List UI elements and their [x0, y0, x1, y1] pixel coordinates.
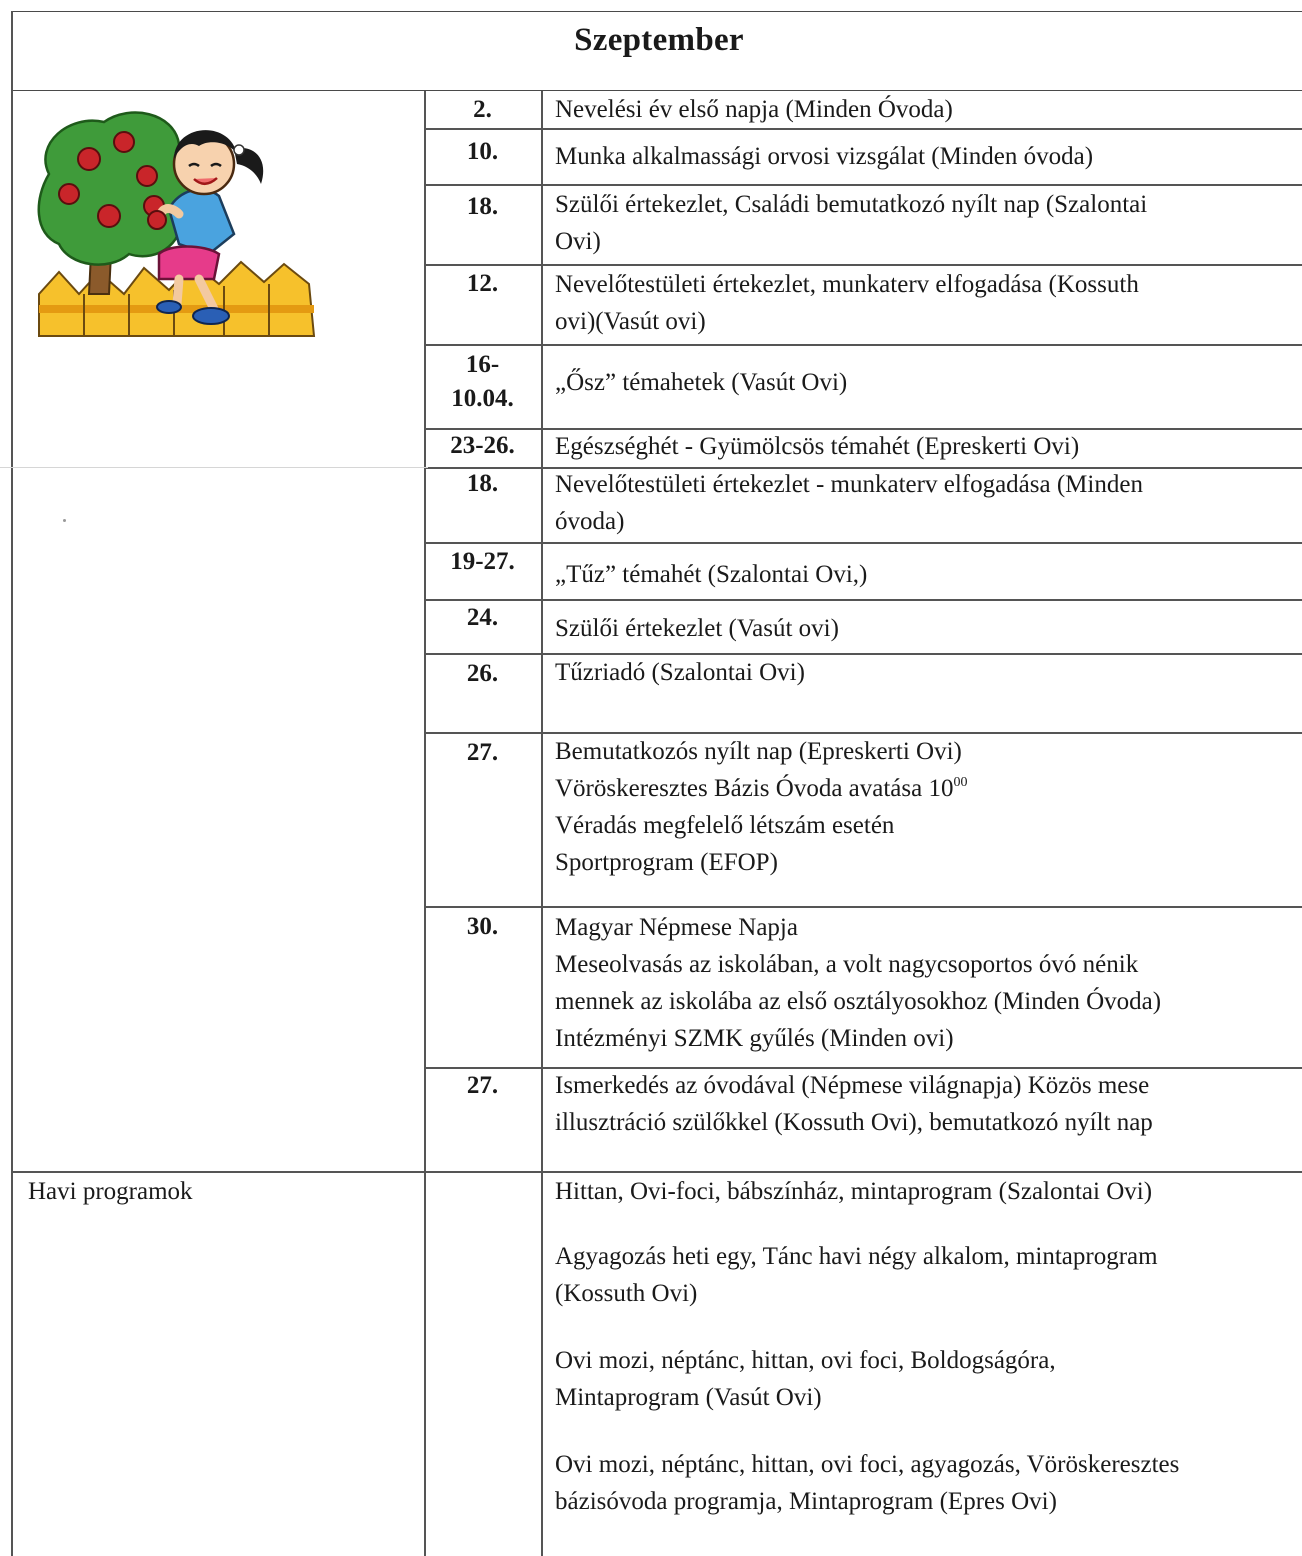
program-line: Hittan, Ovi-foci, bábszínház, mintaprogram (Szalontai Ovi) — [555, 1178, 1153, 1205]
event-date: 10. — [466, 138, 499, 165]
event-line: Magyar Népmese Napja — [555, 914, 798, 941]
event-date: 18. — [466, 193, 499, 220]
calendar-page — [11, 11, 1302, 1556]
event-description — [555, 654, 1300, 691]
event-line: Munka alkalmassági orvosi vizsgálat (Minden óvoda) — [555, 143, 1094, 170]
event-line: Egészséghét - Gyümölcsös témahét (Epreskerti Ovi) — [555, 433, 1080, 460]
event-description — [555, 138, 1300, 175]
speck — [63, 519, 66, 522]
row-divider — [424, 599, 1302, 601]
event-description — [555, 428, 1300, 465]
event-line: ovi)(Vasút ovi) — [555, 308, 706, 335]
monthly-programs-list — [555, 1173, 1300, 1520]
program-line: (Kossuth Ovi) — [555, 1280, 698, 1307]
event-date: 19-27. — [450, 548, 515, 575]
event-description — [555, 364, 1300, 401]
event-date-line: 10.04. — [451, 385, 514, 412]
event-description — [555, 733, 1300, 881]
event-date: 18. — [466, 470, 499, 497]
event-date: 27. — [466, 739, 499, 766]
event-date: 26. — [466, 660, 499, 687]
event-line: Szülői értekezlet (Vasút ovi) — [555, 615, 839, 642]
table-border-left — [11, 11, 13, 1556]
program-line: Agyagozás heti egy, Tánc havi négy alkalom, mintaprogram — [555, 1243, 1158, 1270]
event-date: 2. — [473, 96, 492, 123]
event-line: Nevelőtestületi értekezlet - munkaterv elfogadása (Minden — [555, 471, 1143, 498]
event-line: Szülői értekezlet, Családi bemutatkozó nyílt nap (Szalontai — [555, 191, 1148, 218]
event-line — [555, 770, 1300, 807]
event-date: 24. — [466, 604, 499, 631]
event-line: Nevelőtestületi értekezlet, munkaterv elfogadása (Kossuth — [555, 271, 1139, 298]
program-line: Ovi mozi, néptánc, hittan, ovi foci, Boldogságóra, — [555, 1347, 1056, 1374]
event-line: Nevelési év első napja (Minden Óvoda) — [555, 96, 953, 123]
event-line: mennek az iskolába az első osztályosokhoz (Minden Óvoda) — [555, 988, 1162, 1015]
event-description — [555, 556, 1300, 593]
event-line: „Tűz” témahét (Szalontai Ovi,) — [555, 561, 868, 588]
event-description — [555, 266, 1300, 340]
row-divider — [424, 542, 1302, 544]
page-fold-line — [0, 467, 428, 468]
event-line: Intézményi SZMK gyűlés (Minden ovi) — [555, 1025, 954, 1052]
girl-picking-apples-illustration — [29, 104, 319, 339]
program-line: bázisóvoda programja, Mintaprogram (Epres Ovi) — [555, 1488, 1057, 1515]
event-description — [555, 1067, 1300, 1141]
event-date: 23-26. — [450, 432, 515, 459]
event-date — [424, 348, 541, 416]
row-divider — [424, 344, 1302, 346]
time-superscript: 00 — [953, 775, 968, 790]
event-line: „Ősz” témahetek (Vasút Ovi) — [555, 369, 848, 396]
event-date-line: 16- — [465, 351, 500, 378]
event-description — [555, 909, 1300, 1057]
event-date: 27. — [466, 1072, 499, 1099]
page-title: Szeptember — [574, 22, 744, 58]
event-line: Tűzriadó (Szalontai Ovi) — [555, 659, 805, 686]
event-line: Véradás megfelelő létszám esetén — [555, 812, 895, 839]
event-line: Sportprogram (EFOP) — [555, 849, 778, 876]
event-description — [555, 91, 1300, 128]
event-line: Meseolvasás az iskolában, a volt nagycsoportos óvó nénik — [555, 951, 1139, 978]
event-date: 12. — [466, 270, 499, 297]
column-divider-2 — [541, 91, 543, 1556]
month-header — [11, 11, 1302, 91]
event-line: Bemutatkozós nyílt nap (Epreskerti Ovi) — [555, 738, 962, 765]
event-description — [555, 186, 1300, 260]
event-date: 30. — [466, 913, 499, 940]
event-line: illusztráció szülőkkel (Kossuth Ovi), bemutatkozó nyílt nap — [555, 1109, 1153, 1136]
event-line: Ovi) — [555, 228, 601, 255]
program-line: Ovi mozi, néptánc, hittan, ovi foci, agyagozás, Vöröskeresztes — [555, 1451, 1180, 1478]
event-line: Ismerkedés az óvodával (Népmese világnapja) Közös mese — [555, 1072, 1150, 1099]
monthly-programs-label: Havi programok — [28, 1178, 193, 1205]
event-description — [555, 466, 1300, 540]
event-description — [555, 610, 1300, 647]
row-divider — [424, 906, 1302, 908]
column-divider-1 — [424, 91, 426, 1556]
program-line: Mintaprogram (Vasút Ovi) — [555, 1384, 822, 1411]
event-line-text: Vöröskeresztes Bázis Óvoda avatása 10 — [555, 775, 954, 802]
event-line: óvoda) — [555, 508, 625, 535]
row-divider — [424, 128, 1302, 130]
